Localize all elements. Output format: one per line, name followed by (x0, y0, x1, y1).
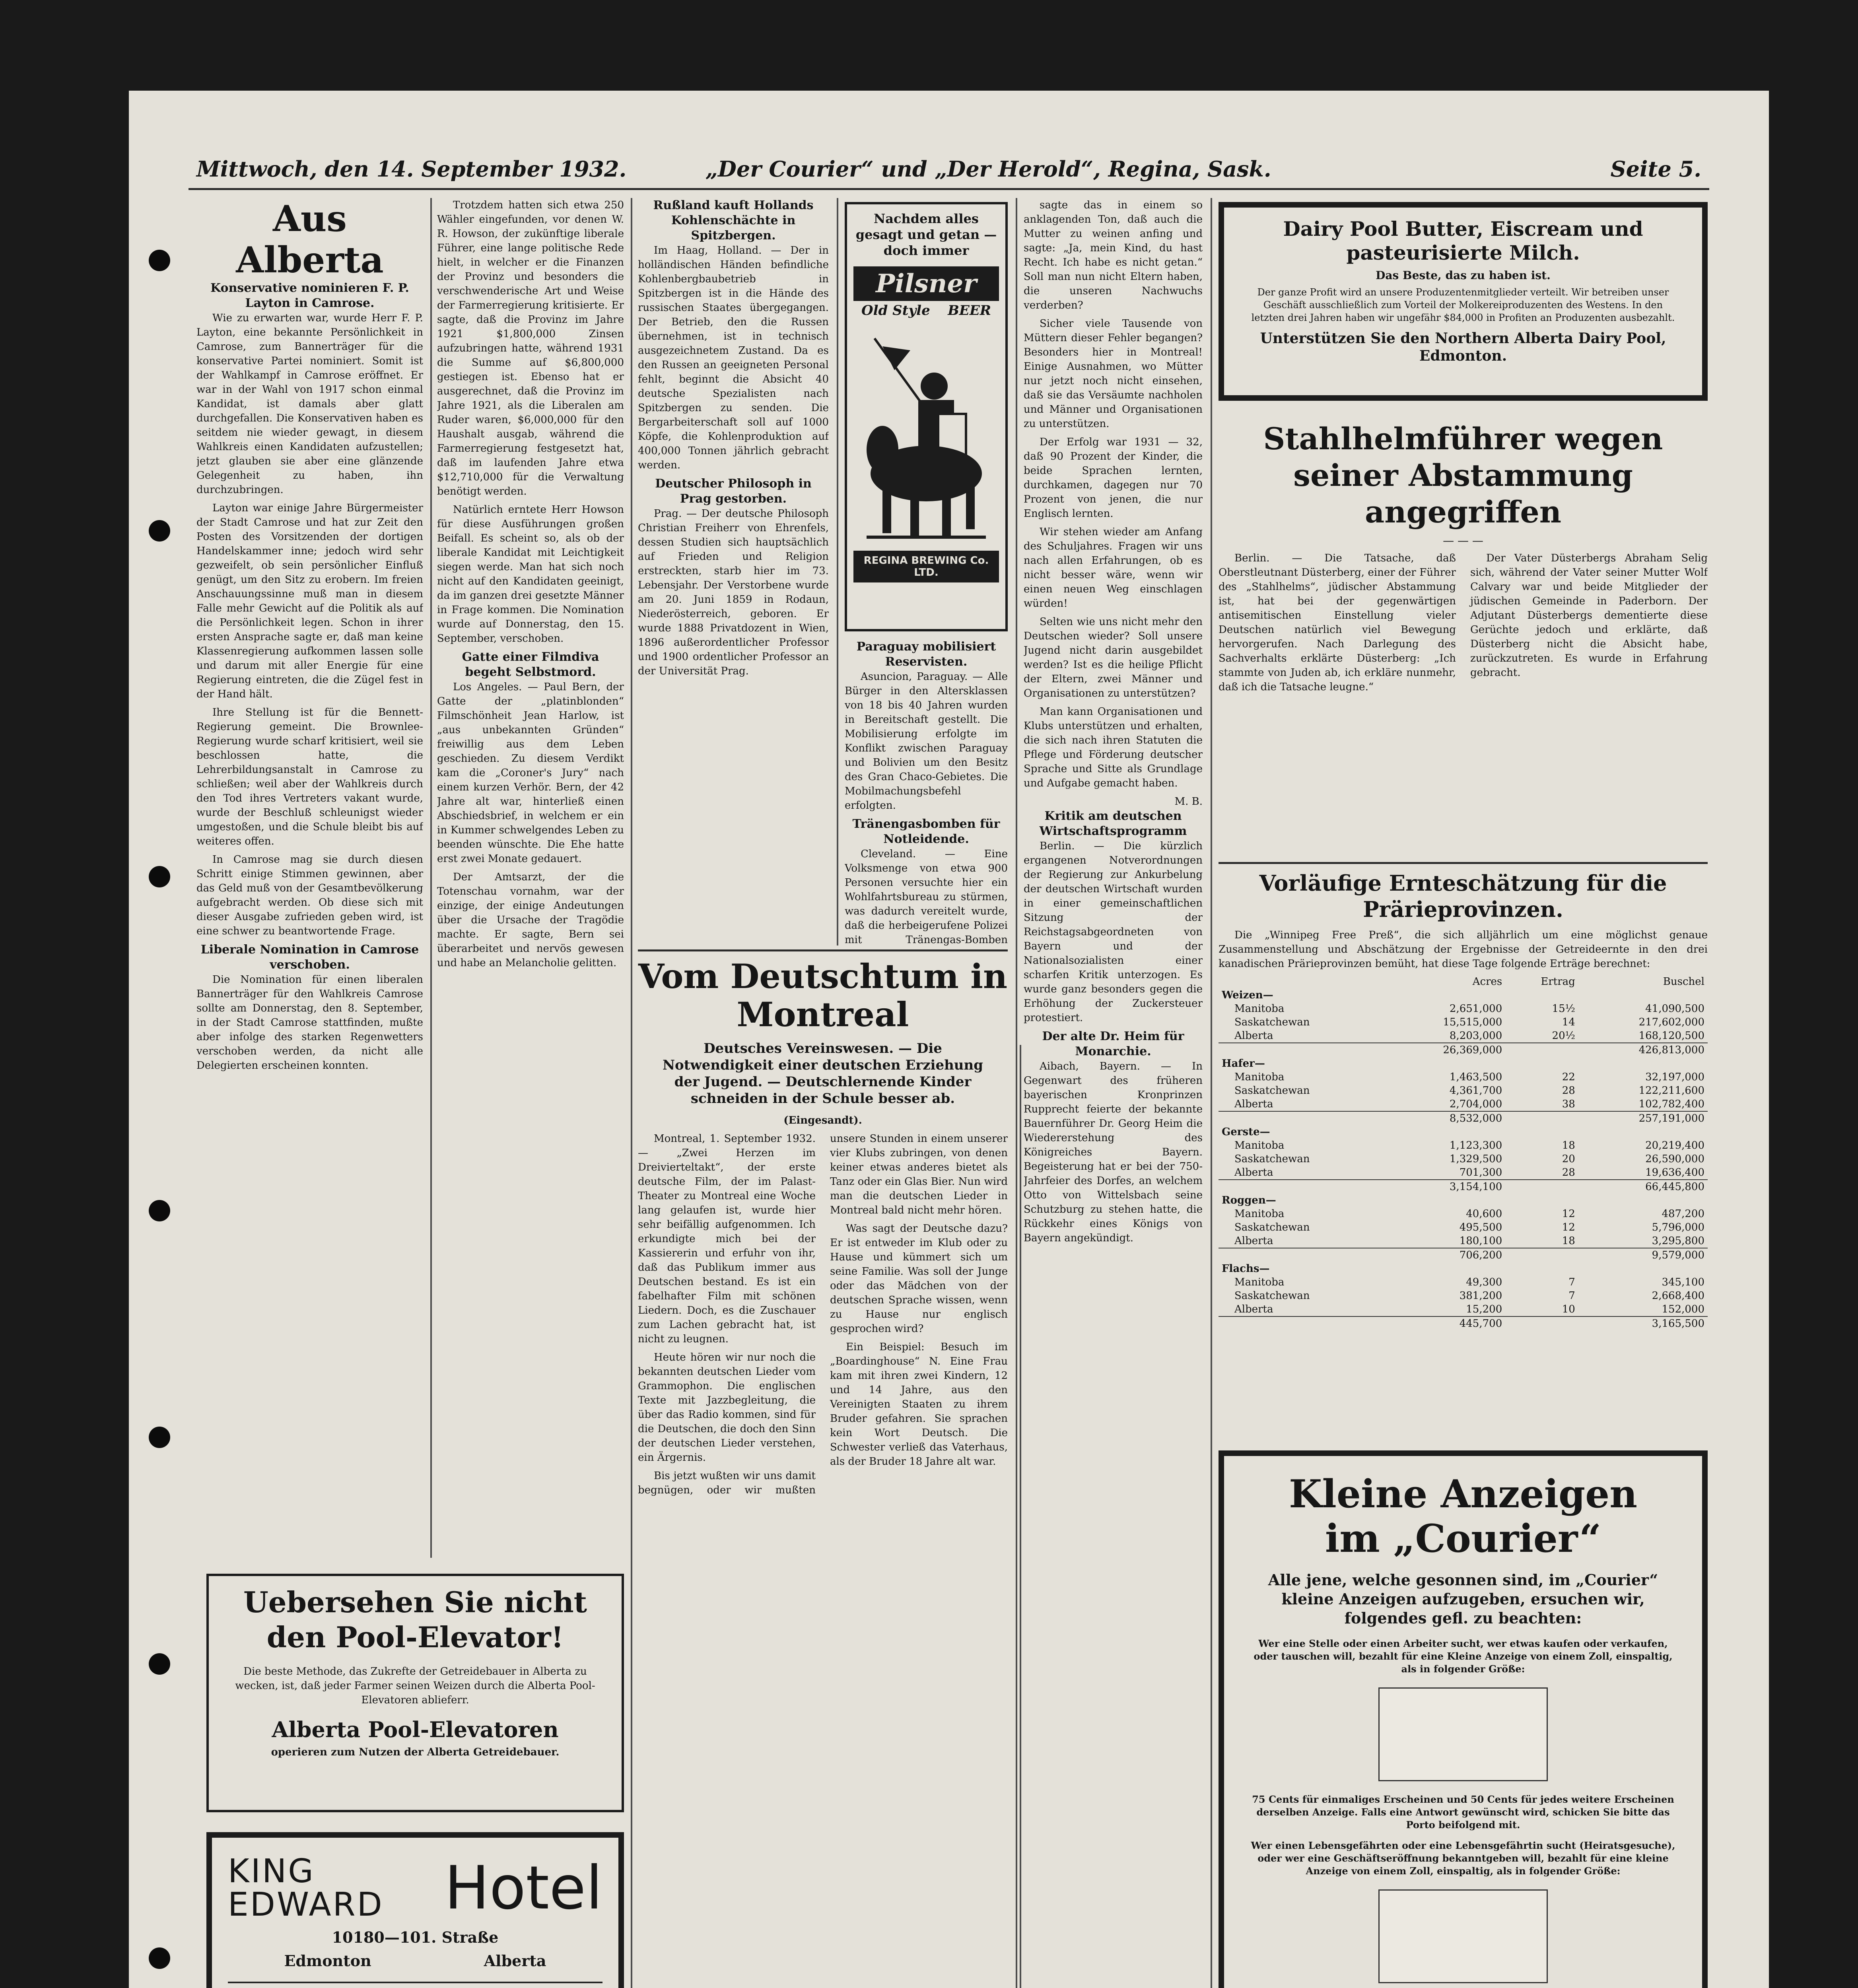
beer-kind: BEER (948, 303, 991, 318)
article-kicker: (Eingesandt). (783, 1114, 862, 1126)
crop-total-cell: 426,813,000 (1578, 1043, 1708, 1057)
crop-total-cell: 257,191,000 (1578, 1111, 1708, 1125)
crop-cell: 3,295,800 (1652, 1235, 1704, 1247)
article-rule (638, 949, 1008, 951)
article-paragraph: Im Haag, Holland. — Der in holländischen Händen befindliche Kohlenbergbaubetrieb in Spitzbergen ist in die Hände des russischen Staates übergegangen. Der Betrieb, den die Russen übernehmen, ist in technisch ausgezeichnetem Zustand. Da es den Russen an geeigneten Personal fehlt, beginnt die Absicht 40 deutsche Spezialisten nach Spitzbergen zu senden. Die Bergarbeiterschaft soll auf 1000 Köpfe, die Kohlenproduktion auf 400,000 Tonnen jährlich gebracht werden. (638, 245, 829, 471)
crop-cell: Alberta (1234, 1030, 1273, 1042)
article-signature: M. B. (1174, 796, 1203, 808)
crop-total-cell: 9,579,000 (1578, 1248, 1708, 1262)
crop-cell: 122,211,600 (1638, 1085, 1704, 1097)
beer-tagline: Nachdem alles gesagt und getan — doch immer (855, 211, 997, 258)
article-title: Stahlhelmführer wegen seiner Abstammung angegriffen (1263, 421, 1663, 530)
crop-cell: Manitoba (1234, 1140, 1285, 1151)
crop-total-cell (1505, 1180, 1578, 1194)
ad-text: Die beste Methode, das Zukrefte der Getreidebauer in Alberta zu wecken, ist, daß jeder Farmer seinen Weizen durch die Alberta Pool-Elevatoren ablieferr. (235, 1666, 595, 1706)
crop-cell: 49,300 (1466, 1276, 1502, 1288)
crop-header: Ertrag (1541, 976, 1575, 988)
crop-total-row (1219, 1180, 1708, 1194)
crop-category: Roggen— (1222, 1194, 1276, 1206)
column-rule (1016, 198, 1017, 1988)
crop-total-cell (1505, 1043, 1578, 1057)
classified-title: Kleine Anzeigen (1289, 1472, 1638, 1516)
sample-ad-box (1378, 1889, 1548, 1983)
crop-cell: 1,463,500 (1449, 1071, 1502, 1083)
crop-total-cell: 706,200 (1388, 1248, 1505, 1262)
crop-category: Hafer— (1222, 1058, 1265, 1070)
crop-cell: 38 (1562, 1098, 1575, 1110)
crop-cell: 32,197,000 (1645, 1071, 1704, 1083)
crop-cell: 2,651,000 (1449, 1003, 1502, 1015)
article-paragraph: Bis jetzt wußten wir uns damit begnügen, oder wir mußten unsere Stunden in einem unserer vier Klubs zubringen, von denen keiner etwas anderes bietet als Tanz oder ein Glas Bier. Nun wird man die deutschen Lieder in Montreal bald nicht mehr hören. (638, 1133, 1008, 1496)
crop-cell: 14 (1562, 1016, 1575, 1028)
crop-cell: Manitoba (1234, 1208, 1285, 1220)
article-rule (1219, 862, 1708, 864)
crop-cell: 15,200 (1466, 1303, 1502, 1315)
crop-cell: Manitoba (1234, 1071, 1285, 1083)
crop-cell: Alberta (1234, 1098, 1273, 1110)
crop-cell: 217,602,000 (1638, 1016, 1704, 1028)
crop-cell: 4,361,700 (1449, 1085, 1502, 1097)
column-rule (1211, 198, 1212, 1988)
crop-total-row (1219, 1111, 1708, 1125)
dairy-title: Dairy Pool Butter, Eiscream und pasteurisierte Milch. (1283, 217, 1643, 264)
hotel-province: Alberta (484, 1952, 546, 1970)
article-paragraph: Asuncion, Paraguay. — Alle Bürger in den Altersklassen von 18 bis 40 Jahren wurden in Bereitschaft gestellt. Die Mobilisierung erfolgte im Konflikt zwischen Paraguay und Bolivien um den Besitz des Gran Chaco-Gebietes. Die Mobilmachungsbefehl erfolgten. (845, 671, 1008, 812)
crop-cell: 2,704,000 (1449, 1098, 1502, 1110)
hotel-address: 10180—101. Straße (332, 1928, 499, 1946)
article-deck: Deutsches Vereinswesen. — Die Notwendigkeit einer deutschen Erziehung der Jugend. — Deutschlernende Kinder schneiden in der Schule besser ab. (662, 1041, 983, 1107)
crop-cell: 18 (1562, 1235, 1575, 1247)
crop-cell: Saskatchewan (1234, 1221, 1310, 1233)
crop-cell: Alberta (1234, 1235, 1273, 1247)
crop-cell: 19,636,400 (1645, 1167, 1704, 1178)
column-rule (1020, 1045, 1021, 1988)
crop-cell: Saskatchewan (1234, 1153, 1310, 1165)
crop-cell: 12 (1562, 1221, 1575, 1233)
beer-brand: Pilsner (853, 266, 999, 301)
crop-total-cell: 445,700 (1388, 1316, 1505, 1330)
issue-date: Mittwoch, den 14. September 1932. (196, 156, 627, 182)
crop-cell: Saskatchewan (1234, 1016, 1310, 1028)
column-rule (430, 198, 432, 1558)
crop-cell: 15,515,000 (1443, 1016, 1502, 1028)
article-paragraph: Berlin. — Die Tatsache, daß Oberstleutnant Düsterberg, einer der Führer des „Stahlhelms“, jüdischer Abstammung ist, hat bei der gegenwärtigen antisemitischen Einstellung vieler Deutschen natürlich viel Bewegung hervorgerufen. Nach Darlegung des Sachverhalts erklärte Düsterberg: „Ich stammte von Juden ab, ich erkläre nunmehr, daß ich die Tatsache leugne.“ (1219, 552, 1456, 693)
article-headline: Paraguay mobilisiert Reservisten. (856, 640, 996, 669)
crop-total-row (1219, 1316, 1708, 1330)
crop-total-cell: 8,532,000 (1388, 1111, 1505, 1125)
article-headline: Tränengasbomben für Notleidende. (852, 817, 1000, 846)
crop-total-cell: 3,154,100 (1388, 1180, 1505, 1194)
classified-text: Wer eine Stelle oder einen Arbeiter sucht, wer etwas kaufen oder verkaufen, oder tauschen will, bezahlt für eine Kleine Anzeige von einem Zoll, einspaltig, als in folgender Größe: (1254, 1638, 1673, 1675)
crop-cell: 7 (1568, 1276, 1575, 1288)
article-paragraph: Was sagt der Deutsche dazu? Er ist entweder im Klub oder zu Hause und kümmert sich um seine Familie. Was soll der Junge oder das Mädchen von der deutschen Sprache wissen, wenn zu Hause nur englisch gesprochen wird? (830, 1223, 1008, 1335)
dairy-cta: Unterstützen Sie den Northern Alberta Dairy Pool, Edmonton. (1260, 330, 1666, 364)
article-headline: Rußland kauft Hollands Kohlenschächte in Spitzbergen. (653, 198, 814, 243)
crop-cell: 20,219,400 (1645, 1140, 1704, 1151)
classified-text: 75 Cents für einmaliges Erscheinen und 50 Cents für jedes weitere Erscheinen derselben Anzeige. Falls eine Antwort gewünscht wird, schicken Sie bitte das Porto beifolgend mit. (1252, 1794, 1674, 1831)
article-headline: Der alte Dr. Heim für Monarchie. (1042, 1029, 1184, 1058)
crop-row (1219, 1097, 1708, 1111)
crop-cell: Manitoba (1234, 1276, 1285, 1288)
crop-cell: 5,796,000 (1652, 1221, 1704, 1233)
crop-cell: 487,200 (1662, 1208, 1704, 1220)
crop-cell: Alberta (1234, 1167, 1273, 1178)
page-number: Seite 5. (1610, 156, 1701, 182)
crop-cell: 28 (1562, 1085, 1575, 1097)
classified-text: Wer einen Lebensgefährten oder eine Lebensgefährtin sucht (Heiratsgesuche), oder wer eine Geschäftseröffnung bekanntgeben will, bezahlt für eine kleine Anzeige von einem Zoll, einspaltig, als in folgender Größe: (1251, 1840, 1675, 1877)
crop-header-row (1219, 975, 1708, 988)
crop-cell: 168,120,500 (1638, 1030, 1704, 1042)
article-paragraph: Der Amtsarzt, der die Totenschau vornahm, war der einzige, der einige Andeutungen über die Ursache der Tragödie machte. Er sagte, Bern sei überarbeitet und nervös gewesen und habe an Melancholie gelitten. (437, 871, 624, 969)
crop-category-row (1219, 1125, 1708, 1139)
crop-cell: 28 (1562, 1167, 1575, 1178)
article-paragraph: sagte das in einem so anklagenden Ton, daß auch die Mutter zu weinen anfing und sagte: „Ja, mein Kind, du hast Recht. Ich habe es nicht getan.“ Soll man nun nicht Eltern haben, die unseren Nachwuchs verderben? (1024, 199, 1203, 311)
crop-total-cell (1505, 1111, 1578, 1125)
crop-total-cell (1505, 1316, 1578, 1330)
article-paragraph: Prag. — Der deutsche Philosoph Christian Freiherr von Ehrenfels, dessen Studien sich hauptsächlich auf Frieden und Religion erstreckten, starb hier im 73. Lebensjahr. Der Verstorbene wurde am 20. Juni 1859 in Rodaun, Niederösterreich, geboren. Er wurde 1888 Privatdozent in Wien, 1896 außerordentlicher Professor und 1900 ordentlicher Professor an der Universität Prag. (638, 508, 829, 677)
crop-cell: 22 (1562, 1071, 1575, 1083)
article-paragraph: Montreal, 1. September 1932. — „Zwei Herzen im Dreivierteltakt“, der erste deutsche Film, der im Palast-Theater zu Montreal eine Woche lang gelaufen ist, wurde hier sehr beifällig aufgenommen. Ich erkundigte mich bei der Kassiererin und erfuhr von ihr, daß das Publikum immer aus Deutschen bestand. Es ist ein fabelhafter Film mit schönen Liedern. Doch, es die Zuschauer zum Lachen gebracht hat, ist nicht zu leugnen. (638, 1133, 816, 1345)
article-paragraph: In Camrose mag sie durch diesen Schritt einige Stimmen gewinnen, aber das Geld muß von der Gesamtbevölkerung aufgebracht werden. Ob diese sich mit dieser Ausgabe zufrieden geben wird, ist eine schwer zu beantwortende Frage. (196, 854, 423, 937)
ad-title: Uebersehen Sie nicht den Pool-Elevator! (243, 1585, 587, 1654)
crop-row (1219, 1166, 1708, 1180)
column-aus-alberta (196, 198, 423, 1566)
article-paragraph: Der Erfolg war 1931 — 32, daß 90 Prozent der Kinder, die beide Sprachen lernten, durchkamen, dagegen nur 70 Prozent von jenen, die nur Englisch lernten. (1024, 436, 1203, 520)
crop-cell: 18 (1562, 1140, 1575, 1151)
article-paragraph: Trotzdem hatten sich etwa 250 Wähler eingefunden, vor denen W. R. Howson, der zukünftige liberale Führer, eine lange politische Rede hielt, in welcher er die Finanzen der Provinz und besonders die verschwenderische Art und Weise der Farmerregierung kritisierte. Er sagte, daß die Provinz im Jahre 1921 $1,800,000 Zinsen aufzubringen hatte, während 1931 die Summe auf $6,800,000 gestiegen ist. Ebenso hat er ausgerechnet, daß die Provinz im Jahre 1921, als die Liberalen am Ruder waren, $6,000,000 für den Haushalt ausgab, während die Farmerregierung festgesetzt hat, daß im laufenden Jahre etwa $12,710,000 für die Verwaltung benötigt werden. (437, 199, 624, 497)
article-paragraph: Natürlich erntete Herr Howson für diese Ausführungen großen Beifall. Es scheint so, als ob der liberale Kandidat mit Leichtigkeit siegen werde. Man hat sich noch nicht auf den Kandidaten geeinigt, da im ganzen drei gesetzte Männer in Frage kommen. Die Nomination wurde auf Donnerstag, den 15. September, verschoben. (437, 504, 624, 645)
crop-cell: 2,668,400 (1652, 1290, 1704, 1302)
article-paragraph: Los Angeles. — Paul Bern, der Gatte der „platinblonden“ Filmschönheit Jean Harlow, ist „aus unbekannten Gründen“ freiwillig aus dem Leben geschieden. Zu diesem Verdikt kam die „Coroner's Jury“ nach einem kurzen Verhör. Bern, der 42 Jahre alt war, hinterließ einen Abschiedsbrief, in welchem er ein in Kummer schwelgendes Leben zu beenden wünschte. Die Ehe hatte erst zwei Monate gedauert. (437, 681, 624, 865)
crop-total-cell: 26,369,000 (1388, 1043, 1505, 1057)
header-rule (189, 188, 1709, 190)
crop-row (1219, 1029, 1708, 1043)
crop-table (1219, 975, 1708, 1330)
crop-cell: 8,203,000 (1449, 1030, 1502, 1042)
crop-row (1219, 1234, 1708, 1248)
article-title: Vom Deutschtum in Montreal (638, 957, 1008, 1034)
crop-cell: 7 (1568, 1290, 1575, 1302)
crop-category: Gerste— (1222, 1126, 1270, 1138)
crop-row (1219, 1015, 1708, 1029)
crop-header: Buschel (1663, 976, 1704, 988)
article-paragraph: Layton war einige Jahre Bürgermeister der Stadt Camrose und hat zur Zeit den Posten des Vorsitzenden der dortigen Handelskammer inne; jedoch wird sehr gezweifelt, ob sein persönlicher Einfluß genügt, um den Sitz zu erobern. Im freien Anschauungssinne muß man in diesem Falle mehr Gewicht auf die Politik als auf die Persönlichkeit legen. Schon in ihrer ersten Ansprache sagte er, daß man keine Klassenregierung aufkommen lassen solle und darum mit aller Energie für eine Regierung eintreten, die die Zügel fest in der Hand hält. (196, 502, 423, 700)
article-headline: Liberale Nomination in Camrose verschoben. (200, 943, 419, 972)
article-paragraph: Ein Beispiel: Besuch im „Boardinghouse“ N. Eine Frau kam mit ihren zwei Kindern, 12 und 14 Jahre, aus den Vereinigten Staaten zu ihrem Bruder gefahren. Sie sprachen kein Wort Deutsch. Die Schwester verließ das Vaterhaus, als der Bruder 18 Jahre alt war. (830, 1341, 1008, 1468)
hotel-word: Hotel (444, 1854, 602, 1923)
crop-cell: 152,000 (1662, 1303, 1704, 1315)
ad-brand: Alberta Pool-Elevatoren (272, 1717, 559, 1742)
classified-lead: Alle jene, welche gesonnen sind, im „Courier“ kleine Anzeigen aufzugeben, ersuchen wir, folgendes gefl. zu beachten: (1268, 1571, 1658, 1627)
crop-cell: Alberta (1234, 1303, 1273, 1315)
ad-dairy-pool (1219, 202, 1708, 401)
crop-cell: 1,329,500 (1449, 1153, 1502, 1165)
punch-hole (149, 1653, 170, 1675)
crop-category-row (1219, 1194, 1708, 1207)
article-paragraph: Die Nomination für einen liberalen Bannerträger für den Wahlkreis Camrose sollte am Donnerstag, den 8. September, in der Stadt Camrose stattfinden, mußte aber infolge des starken Regenwetters verschoben werden, da nicht alle Delegierten erscheinen konnten. (196, 974, 423, 1072)
beer-maker: REGINA BREWING Co. LTD. (853, 551, 999, 582)
masthead: „Der Courier“ und „Der Herold“, Regina, Sask. (705, 156, 1271, 182)
article-headline: Konservative nominieren F. P. Layton in Camrose. (210, 281, 409, 310)
punch-hole (149, 1200, 170, 1221)
knight-on-horse-illustration (859, 322, 994, 545)
crop-cell: 20 (1562, 1153, 1575, 1165)
crop-cell: 345,100 (1662, 1276, 1704, 1288)
crop-category: Flachs— (1222, 1263, 1270, 1275)
crop-cell: 381,200 (1459, 1290, 1502, 1302)
crop-cell: 701,300 (1459, 1167, 1502, 1178)
article-title: Vorläufige Ernteschätzung für die Prärieprovinzen. (1259, 870, 1667, 922)
crop-cell: Saskatchewan (1234, 1290, 1310, 1302)
crop-category-row (1219, 1057, 1708, 1070)
crop-category-row (1219, 1262, 1708, 1276)
crop-cell: 26,590,000 (1645, 1153, 1704, 1165)
crop-row (1219, 1207, 1708, 1221)
article-crop-estimate (1219, 870, 1708, 1435)
newspaper-page (129, 91, 1769, 1988)
ad-king-edward-hotel (206, 1832, 624, 1988)
hotel-city: Edmonton (284, 1952, 371, 1970)
punch-hole (149, 250, 170, 271)
article-paragraph: Der Vater Düsterbergs Abraham Selig sich, während der Vater seiner Mutter Wolf Calvary war und beide Mitglieder der jüdischen Gemeinde in Paderborn. Der Adjutant Düsterbergs dementierte diese Gerüchte jedoch und erklärte, daß Düsterberg nicht die Absicht habe, zurückzutreten. Es wurde in Erfahrung gebracht. (1470, 552, 1708, 679)
column-six (1024, 198, 1203, 1988)
crop-total-cell (1505, 1248, 1578, 1262)
crop-cell: 102,782,400 (1638, 1098, 1704, 1110)
crop-cell: 15½ (1552, 1003, 1575, 1015)
dairy-text: Der ganze Profit wird an unsere Produzentenmitglieder verteilt. Wir betreiben unser Geschäft ausschließlich zum Vorteil der Molkereiproduzenten des Westens. In den letzten drei Jahren haben wir ungefähr $84,000 in Profiten an Produzenten ausbezahlt. (1251, 287, 1675, 323)
crop-cell: 180,100 (1459, 1235, 1502, 1247)
article-paragraph: Heute hören wir nur noch die bekannten deutschen Lieder vom Grammophon. Die englischen Texte mit Jazzbegleitung, die über das Radio kommen, sind für die Deutschen, die doch den Sinn der deutschen Lieder verstehen, ein Ärgernis. (638, 1351, 816, 1464)
beer-style: Old Style (861, 303, 930, 318)
crop-cell: 1,123,300 (1449, 1140, 1502, 1151)
article-headline: Gatte einer Filmdiva begeht Selbstmord. (462, 650, 599, 679)
column-rule (631, 198, 632, 1988)
ad-pool-elevator (206, 1574, 624, 1812)
crop-cell: Manitoba (1234, 1003, 1285, 1015)
article-headline: Deutscher Philosoph in Prag gestorben. (655, 477, 812, 506)
column-three (638, 198, 829, 945)
punch-hole (149, 1427, 170, 1448)
section-title: Aus Alberta (236, 198, 384, 281)
crop-total-cell: 3,165,500 (1578, 1316, 1708, 1330)
classified-title-2: im „Courier“ (1325, 1516, 1601, 1561)
crop-cell: 20½ (1552, 1030, 1575, 1042)
crop-row (1219, 1002, 1708, 1015)
crop-category: Weizen— (1222, 989, 1273, 1001)
punch-hole (149, 1947, 170, 1969)
article-paragraph: Wie zu erwarten war, wurde Herr F. P. Layton, eine bekannte Persönlichkeit in Camrose, zum Bannerträger für die konservative Partei nominiert. Somit ist der Wahlkampf in Camrose eröffnet. Er war in der Wahl von 1917 schon einmal Kandidat, ist damals aber glatt durchgefallen. Die Konservativen haben es seitdem nie wieder gewagt, in diesem Wahlkreis einen Kandidaten aufzustellen; jetzt glauben sie aber eine glänzende Gelegenheit zu haben, ihn durchzubringen. (196, 312, 423, 496)
hotel-name-edward: EDWARD (228, 1886, 384, 1924)
article-headline: Kritik am deutschen Wirtschaftsprogramm (1039, 809, 1187, 838)
article-paragraph: Man kann Organisationen und Klubs unterstützen und erhalten, die sich nach ihren Statuten die Pflege und Förderung deutscher Sprache und Sitte als Grundlage und Aufgabe gemacht haben. (1024, 706, 1203, 789)
article-paragraph: Wir stehen wieder am Anfang des Schuljahres. Fragen wir uns nach allen Erfahrungen, ob es nicht besser wäre, wenn wir einen neuen Weg einschlagen würden! (1024, 526, 1203, 610)
crop-row (1219, 1070, 1708, 1084)
sample-ad-box (1378, 1687, 1548, 1781)
punch-hole (149, 520, 170, 542)
crop-row (1219, 1221, 1708, 1234)
crop-cell: 40,600 (1466, 1208, 1502, 1220)
crop-row (1219, 1276, 1708, 1289)
article-paragraph: Aibach, Bayern. — In Gegenwart des früheren bayerischen Kronprinzen Rupprecht feierte der bekannte Bauernführer Dr. Georg Heim die Wiedererstehung des Königreiches Bayern. Begeisterung hat er bei der 750-Jahrfeier des Dorfes, an welchem Otto von Wittelsbach seine Schutzburg zu stehen hatte, die Rückkehr eines Königs von Bayern angekündigt. (1024, 1060, 1203, 1244)
hotel-name-king: KING (228, 1852, 315, 1890)
punch-hole (149, 866, 170, 887)
ad-classified (1219, 1450, 1708, 1988)
crop-row (1219, 1303, 1708, 1316)
article-stahlhelm: Stahlhelmführer wegen seiner Abstammung angegriffen — — — Berlin. — Die Tatsache, daß Oberstleutnant Düsterberg, einer der Führer des „Stahlhelms“, jüdischer Abstammung ist, hat bei der gegenwärtigen antisemitischen Einstellung vieler Deutschen natürlich viel Bewegung hervorgerufen. Nach Darlegung des Sachverhalts erklärte Düsterberg: „Ich stammte von Juden ab, ich erkläre nunmehr, daß ich die Tatsache leugne.“ Der Vater Düsterbergs Abraham Selig sich, während der Vater seiner Mutter Wolf Calvary war und beide Mitglieder der jüdischen Gemeinde in Paderborn. Der Adjutant Düsterbergs dementierte diese Gerüchte jedoch und erklärte, daß Düsterberg nicht die Absicht habe, zurückzutreten. Es wurde in Erfahrung gebracht. (1219, 421, 1708, 858)
column-four (845, 639, 1008, 945)
crop-cell: 12 (1562, 1208, 1575, 1220)
crop-cell: Saskatchewan (1234, 1085, 1310, 1097)
crop-row (1219, 1152, 1708, 1166)
article-paragraph: Ihre Stellung ist für die Bennett-Regierung gemeint. Die Brownlee-Regierung wurde scharf kritisiert, weil sie beschlossen hatte, die Lehrerbildungsanstalt in Camrose zu schließen; weil aber der Wahlkreis durch den Tod ihres Vertreters vakant wurde, wurde der Beschluß schleunigst wieder umgestoßen, und die Schule bleibt bis auf weiteres offen. (196, 707, 423, 847)
column-rule (837, 198, 838, 945)
article-paragraph: Die „Winnipeg Free Preß“, die sich alljährlich um eine möglichst genaue Zusammenstellung und Abschätzung der Ergebnisse der Getreideernte in den drei kanadischen Prärieprovinzen bemüht, hat diese Tage folgende Erträge berechnet: (1219, 929, 1708, 970)
ad-pilsner-beer (845, 202, 1008, 631)
crop-row (1219, 1139, 1708, 1152)
ad-tagline: operieren zum Nutzen der Alberta Getreidebauer. (271, 1746, 560, 1758)
crop-row (1219, 1289, 1708, 1303)
crop-cell: 41,090,500 (1645, 1003, 1704, 1015)
crop-header: Acres (1472, 976, 1502, 988)
article-paragraph: Sicher viele Tausende von Müttern dieser Fehler begangen? Besonders hier in Montreal! Einige Ausnahmen, wo Mütter nur jetzt noch nicht einsehen, daß sie das Versäumte nachholen und Männer und Organisationen zu unterstützen. (1024, 318, 1203, 430)
article-paragraph: Cleveland. — Eine Volksmenge von etwa 900 Personen versuchte hier ein Wohlfahrtsbureau zu stürmen, was dadurch vereitelt wurde, daß die herbeigerufene Polizei mit Tränengas-Bomben (845, 848, 1008, 945)
crop-row (1219, 1084, 1708, 1097)
column-two (437, 198, 624, 1566)
crop-cell: 10 (1562, 1303, 1575, 1315)
crop-total-row (1219, 1043, 1708, 1057)
crop-cell: 495,500 (1459, 1221, 1502, 1233)
article-paragraph: Berlin. — Die kürzlich ergangenen Notverordnungen der Regierung zur Ankurbelung der deutschen Wirtschaft wurden in einer gemeinschaftlichen Sitzung der Reichstagsabgeordneten von Bayern und der Nationalsozialisten einer scharfen Kritik unterzogen. Es wurde ganz besonders gegen die Erhöhung der Zuckersteuer protestiert. (1024, 840, 1203, 1024)
dairy-line: Das Beste, das zu haben ist. (1376, 269, 1551, 282)
crop-total-row (1219, 1248, 1708, 1262)
article-montreal (638, 957, 1008, 1988)
article-paragraph: Selten wie uns nicht mehr den Deutschen wieder? Soll unsere Jugend nicht darin ausgebildet werden? Ist es die heilige Pflicht der Eltern, zwei Männer und Organisationen zu unterstützen? (1024, 616, 1203, 699)
crop-category-row (1219, 988, 1708, 1002)
crop-total-cell: 66,445,800 (1578, 1180, 1708, 1194)
